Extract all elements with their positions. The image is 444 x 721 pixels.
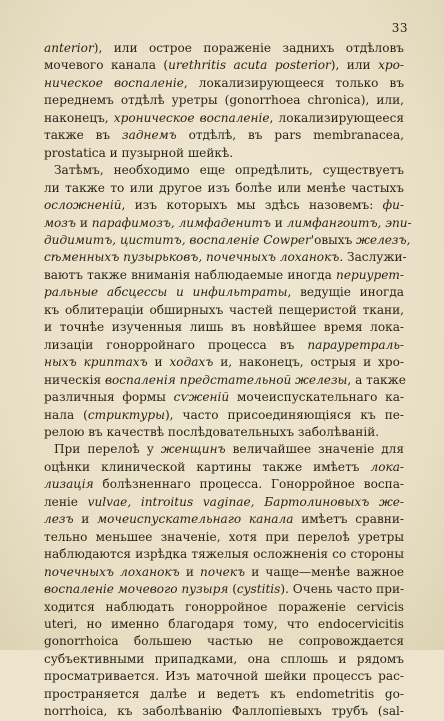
text-segment: болѣзненнаго процесса. Гонорройное воспа- xyxy=(93,477,404,492)
text-line xyxy=(44,668,404,685)
italic-text-segment: железъ, xyxy=(356,232,411,247)
text-segment: ническiя xyxy=(44,372,105,387)
italic-text-segment: хро- xyxy=(378,58,404,73)
italic-text-segment: парафимозъ, лимфаденитъ xyxy=(91,215,271,230)
text-segment: Заслужи- xyxy=(343,250,407,265)
text-line xyxy=(44,302,404,319)
text-line xyxy=(44,599,404,616)
italic-text-segment: anterior xyxy=(44,41,94,55)
italic-text-segment: воспаленiе мочевого пузыря xyxy=(44,582,229,597)
text-line xyxy=(44,424,404,441)
text-line xyxy=(44,197,404,214)
text-segment: овыхъ xyxy=(314,232,357,247)
text-segment: имѣетъ сравни- xyxy=(293,512,405,527)
text-segment: также въ xyxy=(44,128,123,143)
text-segment: лизацiи гонорройнаго процесса въ xyxy=(44,337,308,352)
text-segment: , локализирующееся xyxy=(269,110,404,125)
text-segment: , а также xyxy=(347,372,406,387)
italic-text-segment: лока- xyxy=(370,459,404,474)
text-segment: къ облитерацiи обширныхъ частей пещеристой ткани, xyxy=(44,302,404,317)
text-line xyxy=(44,267,404,284)
italic-text-segment: сѣменныхъ пузырьковъ, почечныхъ лоханокъ. xyxy=(44,250,344,265)
text-segment: тельно меньшее значенiе, хотя при перелоѣ уретры xyxy=(44,529,404,544)
text-segment: и, наконецъ, острыя и хро- xyxy=(213,355,404,370)
text-segment: , ведущiе иногда xyxy=(287,285,404,300)
italic-text-segment: дидимитъ, циститъ, воспаленiе Cowper' xyxy=(44,232,315,247)
text-segment: prostatica и пузырной шейкѣ. xyxy=(44,145,234,160)
text-segment: и xyxy=(75,215,92,230)
text-segment: Затѣмъ, необходимо еще опредѣлить, существуетъ xyxy=(54,163,404,178)
italic-text-segment: ральные абсцессы и инфильтраты xyxy=(44,285,288,300)
italic-text-segment: мочеиспускательнаго канала xyxy=(97,512,294,527)
text-line xyxy=(44,57,404,74)
text-segment: При перелоѣ у xyxy=(54,442,161,457)
text-segment: переднемъ отдѣлѣ уретры (gonorrhoea chronica), или, xyxy=(44,93,404,108)
text-line xyxy=(44,127,404,144)
text-line xyxy=(44,92,404,109)
italic-text-segment: сѵженiй xyxy=(173,390,230,405)
italic-text-segment: urethritis acuta posterior xyxy=(168,58,331,73)
text-segment: пространяется далѣе и ведетъ къ endometritis go- xyxy=(44,686,404,701)
italic-text-segment: периурет- xyxy=(336,267,404,282)
text-line xyxy=(44,633,404,650)
text-segment: и точнѣе изученныя лишь въ новѣйшее время локa- xyxy=(44,320,404,335)
text-line xyxy=(44,232,411,249)
text-line xyxy=(44,162,404,179)
text-line xyxy=(44,616,404,633)
italic-text-segment: воспаленiя предстательной железы xyxy=(104,372,348,387)
text-line xyxy=(44,319,404,336)
text-line xyxy=(44,581,404,598)
text-segment: , локализирующееся только въ xyxy=(183,75,405,90)
italic-text-segment: осложненiй xyxy=(44,198,122,213)
text-line xyxy=(44,337,404,354)
italic-text-segment: cystitis xyxy=(236,582,281,597)
text-line xyxy=(44,180,404,197)
text-segment: просматривается. Изъ маточной шейки процессъ рас- xyxy=(44,669,404,684)
text-line xyxy=(44,145,404,162)
italic-text-segment: фи- xyxy=(382,198,404,213)
text-line xyxy=(44,459,404,476)
text-line xyxy=(44,284,404,301)
text-segment: отдѣлѣ, въ pars membranacea, xyxy=(176,128,404,143)
text-segment: наконецъ, xyxy=(44,110,114,125)
text-segment: ( xyxy=(228,582,237,597)
text-segment: оцѣнки клинической картины также имѣетъ xyxy=(44,459,371,474)
text-segment: и чаще—менѣе важное xyxy=(245,564,405,579)
text-line xyxy=(44,407,404,424)
italic-text-segment: почекъ xyxy=(200,564,246,579)
text-line xyxy=(44,110,404,127)
italic-text-segment: мозъ xyxy=(44,215,76,230)
text-line xyxy=(44,389,404,406)
italic-text-segment: заднемъ xyxy=(122,128,177,143)
italic-text-segment: лизацiя xyxy=(44,477,94,492)
text-line xyxy=(44,686,404,703)
text-segment: ), часто присоединяющiяся къ пе- xyxy=(164,407,404,422)
italic-text-segment: ническое воспаленiе xyxy=(44,75,184,90)
text-segment: ленiе xyxy=(44,494,88,509)
text-segment: величайшее значенiе для xyxy=(225,442,404,457)
page-body-text xyxy=(44,40,412,721)
text-segment: ). Очень часто при- xyxy=(280,582,405,597)
text-segment: и xyxy=(73,512,98,527)
text-line xyxy=(44,703,404,720)
italic-text-segment: лимфангоитъ, эпи- xyxy=(286,215,412,230)
text-line xyxy=(44,651,404,668)
text-segment: ), или xyxy=(330,58,379,73)
italic-text-segment: параурeтраль- xyxy=(307,337,404,352)
text-segment: norrhoica, къ заболѣванiю Фаллопiевыхъ трубъ (sal- xyxy=(44,704,404,719)
text-line xyxy=(44,529,404,546)
text-line xyxy=(44,75,404,92)
text-segment: ваютъ также вниманiя наблюдаемые иногда xyxy=(44,267,337,282)
text-line xyxy=(44,249,407,266)
text-line xyxy=(44,354,404,371)
text-line xyxy=(44,40,404,57)
text-segment: мочевого канала ( xyxy=(44,58,169,73)
page-number: 33 xyxy=(391,21,408,35)
text-line xyxy=(44,441,404,458)
text-line xyxy=(44,372,404,389)
text-segment: ), или острое пораженiе заднихъ отдѣловъ xyxy=(93,41,404,55)
text-segment: gonorrhoica большею частью не сопровождается xyxy=(44,634,404,649)
text-segment: и xyxy=(147,355,170,370)
text-segment: субъективными припадками, она сплошь и рядомъ xyxy=(44,651,404,666)
text-segment: наблюдаются изрѣдка тяжелыя осложненiя со стороны xyxy=(44,547,404,562)
italic-text-segment: vulvae, introitus vaginae, Бартолиновыхъ же- xyxy=(87,494,404,509)
text-line xyxy=(44,494,404,511)
text-segment: нала ( xyxy=(44,407,88,422)
text-line xyxy=(44,564,404,581)
text-segment: мочеиспускательнаго ка- xyxy=(229,390,404,405)
text-segment: ходится наблюдать гонорройное пораженiе cervicis xyxy=(44,599,404,614)
italic-text-segment: хроническое воспаленiе xyxy=(113,110,270,125)
italic-text-segment: ходахъ xyxy=(169,355,214,370)
italic-text-segment: ныхъ криптахъ xyxy=(44,355,148,370)
text-segment: и xyxy=(270,215,287,230)
text-line xyxy=(44,511,404,528)
text-line xyxy=(44,546,404,563)
italic-text-segment: стриктуры xyxy=(87,407,165,422)
text-segment: и xyxy=(179,564,201,579)
italic-text-segment: лезъ xyxy=(44,512,74,527)
italic-text-segment: женщинъ xyxy=(160,442,226,457)
text-line xyxy=(44,476,404,493)
italic-text-segment: почечныхъ лоханокъ xyxy=(44,564,180,579)
text-segment: релою въ качествѣ послѣдовательныхъ заболѣванiй. xyxy=(44,424,380,439)
text-segment: различныя формы xyxy=(44,390,174,405)
text-segment: ли также то или другое изъ болѣе или менѣе частыхъ xyxy=(44,180,404,195)
text-segment: uteri, но именно благодаря тому, что endocervicitis xyxy=(44,616,404,631)
text-line xyxy=(44,215,412,232)
text-segment: , изъ которыхъ мы здѣсь назовемъ: xyxy=(121,198,383,213)
